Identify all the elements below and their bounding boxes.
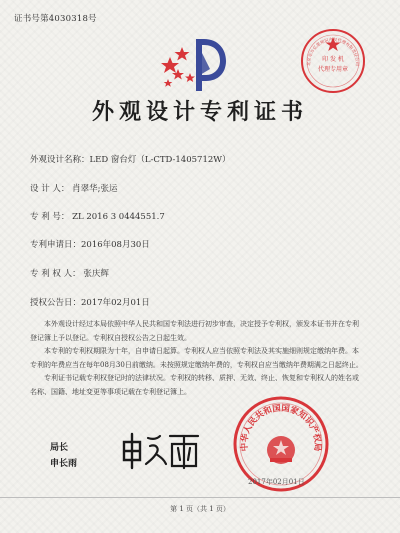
patent-number-value: ZL 2016 3 0444551.7	[72, 212, 165, 222]
agent-seal-stamp	[300, 28, 366, 94]
patentee-label: 专 利 权 人：	[30, 269, 81, 279]
seal-arc-text: 北京东方亿思知识产权代理有限责任公司	[305, 36, 361, 66]
seal-text-line2: 代理专用章	[317, 66, 349, 73]
sipo-emblem-icon	[160, 35, 230, 93]
announcement-date: 授权公告日：2017年02月01日	[30, 298, 150, 308]
handwritten-signature	[118, 430, 202, 470]
design-name: 外观设计名称：LED 窗台灯（L-CTD-1405712W）	[30, 155, 231, 165]
designer-row	[30, 182, 117, 194]
seal-text-line1: 印 发 机	[322, 56, 344, 63]
filing-date: 专利申请日：2016年08月30日	[30, 240, 150, 250]
director-title: 局长	[50, 443, 69, 453]
official-seal-text: 中华人民共和国国家知识产权局	[239, 403, 323, 452]
director-label	[50, 440, 77, 472]
patent-number-label: 专 利 号：	[30, 212, 70, 222]
body-paragraph: 本专利的专利权期限为十年，自申请日起算。专利权人应当依照专利法及其实施细则规定缴纳年费。本专利的年费应当在每年08月30日前缴纳。未按照规定缴纳年费的，专利权自应当缴纳年费期满之日起终止。	[30, 347, 363, 369]
footer-divider	[0, 497, 400, 498]
patentee-row	[30, 267, 109, 279]
page-number: 第 1 页（共 1 页）	[170, 505, 230, 513]
director-name: 申长雨	[50, 459, 78, 469]
issue-date: 2017年02月01日	[248, 478, 305, 486]
body-paragraph: 本外观设计经过本局依照中华人民共和国专利法进行初步审查，决定授予专利权，颁发本证书并在专利登记簿上予以登记。专利权自授权公告之日起生效。	[30, 320, 359, 342]
certificate-body	[30, 318, 365, 399]
patent-number-row	[30, 210, 165, 222]
designer-value: 肖翠华;张运	[72, 184, 118, 194]
designer-label: 设 计 人：	[30, 184, 70, 194]
certificate-title: 外观设计专利证书	[91, 99, 308, 125]
certificate-number: 证书号第4030318号	[14, 14, 97, 24]
body-paragraph: 专利证书记载专利权登记时的法律状况。专利权的转移、质押、无效、终止、恢复和专利权人的姓名或名称、国籍、地址变更等事项记载在专利登记簿上。	[30, 374, 359, 396]
patentee-value: 张庆辉	[83, 269, 109, 279]
